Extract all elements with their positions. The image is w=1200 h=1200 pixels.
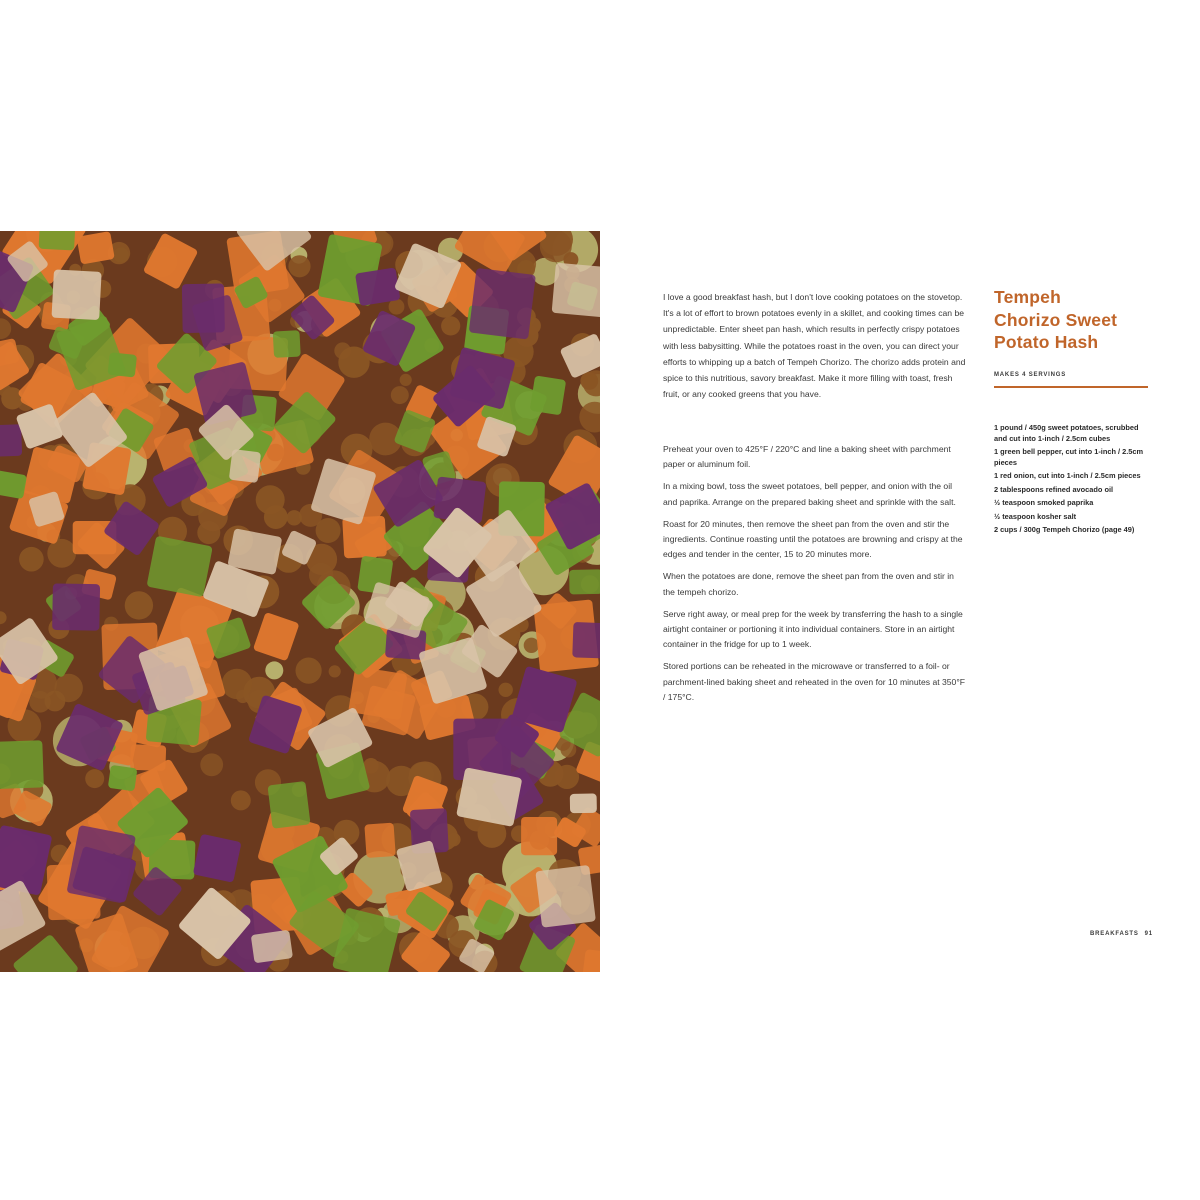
photo-texture [54, 674, 82, 702]
page-footer [1090, 931, 1153, 937]
photo-texture [572, 622, 600, 659]
photo-texture [287, 510, 302, 525]
ingredient-item: ½ teaspoon smoked paprika [994, 498, 1094, 507]
photo-texture [570, 793, 597, 813]
recipe-title [994, 286, 1184, 354]
photo-texture [329, 665, 341, 677]
photo-texture [342, 516, 387, 559]
method-step: In a mixing bowl, toss the sweet potatoes, bell pepper, and onion with the oil and paprika. Arrange on the prepared baking sheet and sprinkle with the salt. [663, 481, 956, 507]
page-number: 91 [1144, 931, 1153, 937]
photo-texture [296, 658, 322, 684]
food-photo-image [0, 231, 600, 972]
photo-texture [231, 790, 251, 810]
photo-texture [0, 740, 44, 789]
photo-texture [108, 765, 138, 792]
recipe-yield: MAKES 4 SERVINGS [994, 372, 1067, 378]
photo-texture [39, 231, 76, 251]
photo-texture [193, 834, 242, 883]
photo-texture [251, 930, 293, 964]
photo-texture [256, 485, 285, 514]
photo-texture [19, 547, 44, 572]
ingredient-item: 1 red onion, cut into 1-inch / 2.5cm pieces [994, 471, 1141, 480]
photo-texture [552, 263, 600, 318]
photo-texture [580, 372, 598, 390]
photo-texture [113, 247, 128, 262]
photo-texture [316, 518, 341, 543]
photo-texture [355, 267, 400, 306]
method-step: Roast for 20 minutes, then remove the sheet pan from the oven and stir the ingredients. Continue roasting until the potatoes are browning and crispy at the edges and tender in the center, 15 to 20 minutes more. [663, 518, 963, 560]
photo-texture [569, 569, 600, 594]
photo-texture [391, 386, 409, 404]
ingredient-item: 1 green bell pepper, cut into 1-inch / 2.5cm pieces [994, 447, 1144, 467]
recipe-title-line: Potato Hash [994, 332, 1099, 352]
photo-texture [146, 536, 212, 598]
title-divider [994, 386, 1148, 388]
method-step: Preheat your oven to 425°F / 220°C and line a baking sheet with parchment paper or aluminum foil. [663, 444, 951, 470]
photo-texture [499, 683, 513, 697]
photo-texture [265, 661, 283, 679]
method-step: Serve right away, or meal prep for the week by transferring the hash to a single airtight container or portioning it into individual containers. Store in an airtight container in the fridge for up to 1 week. [663, 608, 963, 650]
photo-texture [125, 591, 153, 619]
photo-texture [521, 817, 557, 855]
photo-texture [229, 449, 261, 483]
method-step: Stored portions can be reheated in the microwave or transferred to a foil- or parchment-lined baking sheet and reheated in the oven for 10 minutes at 350°F / 175°C. [663, 661, 966, 702]
photo-texture [400, 374, 412, 386]
ingredient-item: 2 cups / 300g Tempeh Chorizo (page 49) [994, 525, 1135, 534]
photo-texture [51, 269, 101, 320]
photo-texture [288, 255, 310, 277]
photo-texture [200, 753, 223, 776]
photo-texture [441, 316, 460, 335]
photo-texture [85, 769, 104, 788]
book-spread [0, 231, 1200, 972]
recipe-method [663, 442, 968, 712]
photo-texture [273, 330, 301, 358]
recipe-page [600, 231, 1200, 972]
photo-texture [0, 424, 22, 457]
photo-texture [267, 781, 310, 829]
photo-texture [524, 638, 539, 653]
photo-texture [535, 865, 596, 928]
section-name: BREAKFASTS [1090, 931, 1139, 937]
photo-texture [222, 669, 252, 699]
recipe-title-line: Tempeh [994, 287, 1061, 307]
ingredient-item: ½ teaspoon kosher salt [994, 511, 1077, 521]
photo-texture [52, 583, 100, 630]
photo-texture [447, 833, 461, 847]
recipe-intro: I love a good breakfast hash, but I don't love cooking potatoes on the stovetop. It's a lot of effort to brown potatoes evenly in a skillet, and cooking times can be unpredictable. Enter sheet pan hash, which results in perfectly crispy potatoes with less babysitting. While the potatoes roast in the oven, you can direct your efforts to whipping up a batch of Tempeh Chorizo. The chorizo adds protein and spice to this nutritious, savory breakfast. Make it more filling with toast, fresh fruit, or any cooked greens that you have. [663, 292, 966, 400]
ingredient-list [994, 423, 1144, 539]
photo-texture [76, 231, 114, 264]
method-step: When the potatoes are done, remove the sheet pan from the oven and stir in the tempeh chorizo. [663, 571, 954, 597]
photo-texture [364, 823, 395, 858]
ingredient-item: 2 tablespoons refined avocado oil [994, 484, 1114, 494]
photo-texture [530, 375, 567, 415]
recipe-photo [0, 231, 600, 972]
photo-texture [469, 268, 536, 340]
ingredient-item: 1 pound / 450g sweet potatoes, scrubbed and cut into 1-inch / 2.5cm cubes [994, 423, 1139, 443]
recipe-title-line: Chorizo Sweet [994, 309, 1118, 330]
